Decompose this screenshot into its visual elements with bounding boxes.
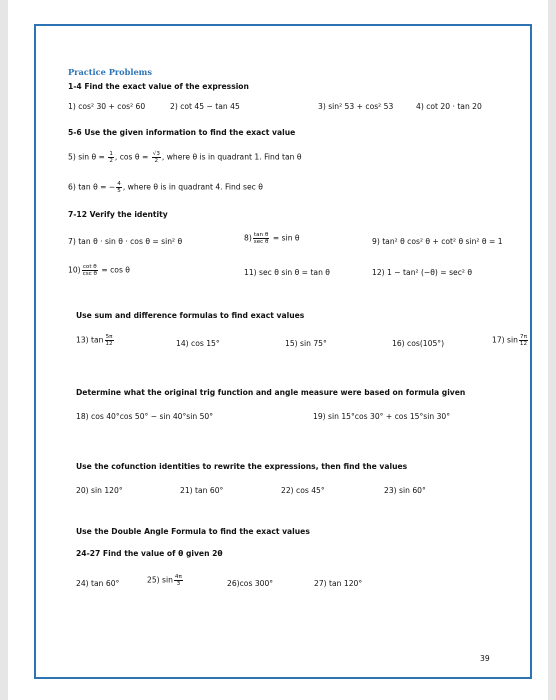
fraction-denominator: 2 [109, 158, 113, 164]
fraction-denominator: 5 [117, 188, 121, 194]
problem-10-text: = cos θ [101, 265, 130, 275]
problem-12: 12) 1 − tan² (−θ) = sec² θ [372, 268, 472, 277]
problem-5-text-a: 5) sin θ = [68, 152, 108, 162]
fraction-numerator: 1 [109, 151, 113, 157]
problem-3: 3) sin² 53 + cos² 53 [318, 102, 394, 111]
fraction [174, 574, 183, 587]
problem-18: 18) cos 40°cos 50° − sin 40°sin 50° [76, 412, 214, 421]
fraction-numerator: 7π [520, 334, 527, 340]
section-heading-8: 24-27 Find the value of θ given 2θ [76, 549, 223, 558]
problem-8-label: 8) [244, 233, 252, 243]
problem-2: 2) cot 45 − tan 45 [170, 102, 240, 111]
fraction [253, 232, 270, 245]
problem-16: 16) cos(105°) [392, 339, 445, 348]
fraction-denominator: 12 [519, 341, 528, 347]
problem-25 [147, 574, 184, 587]
problem-17 [492, 334, 529, 347]
fraction-denominator: sec θ [253, 239, 269, 245]
problem-4: 4) cot 20 · tan 20 [416, 102, 482, 111]
fraction-numerator: 4 [117, 181, 121, 187]
problem-8 [244, 232, 300, 245]
problem-20: 20) sin 120° [76, 486, 123, 495]
fraction-numerator: cot θ [82, 264, 97, 270]
problem-23: 23) sin 60° [384, 486, 426, 495]
fraction-numerator: 4π [174, 574, 182, 580]
fraction [108, 151, 114, 164]
page-number: 39 [480, 654, 490, 663]
problem-7: 7) tan θ · sin θ · cos θ = sin² θ [68, 237, 183, 246]
section-heading-2: 5-6 Use the given information to find the exact value [68, 128, 296, 137]
section-heading-6: Use the cofunction identities to rewrite the expressions, then find the values [76, 462, 408, 471]
problem-17-label: 17) sin [492, 335, 518, 345]
problem-21: 21) tan 60° [180, 486, 224, 495]
fraction [116, 181, 122, 194]
fraction [519, 334, 528, 347]
problem-13 [76, 334, 115, 347]
section-heading-7: Use the Double Angle Formula to find the exact values [76, 527, 310, 536]
problem-6-text-a: 6) tan θ = − [68, 182, 116, 192]
section-heading-1: 1-4 Find the exact value of the expression [68, 82, 249, 91]
problem-6-text-b: , where θ is in quadrant 4. Find sec θ [122, 182, 263, 192]
worksheet-page [8, 0, 548, 700]
problem-14: 14) cos 15° [176, 339, 220, 348]
section-heading-5: Determine what the original trig function and angle measure were based on formula given [76, 388, 466, 397]
section-heading-4: Use sum and difference formulas to find exact values [76, 311, 305, 320]
problem-26: 26)cos 300° [227, 579, 274, 588]
problem-5-text-c: , where θ is in quadrant 1. Find tan θ [161, 152, 302, 162]
problem-27: 27) tan 120° [314, 579, 363, 588]
problem-8-text: = sin θ [272, 233, 300, 243]
problem-5 [68, 151, 302, 164]
problem-10-label: 10) [68, 265, 81, 275]
fraction [104, 334, 113, 347]
problem-6 [68, 181, 263, 194]
fraction [82, 264, 98, 277]
problem-9: 9) tan² θ cos² θ + cot² θ sin² θ = 1 [372, 237, 503, 246]
fraction-denominator: 12 [105, 341, 113, 347]
fraction [152, 151, 161, 164]
fraction-denominator: 3 [176, 581, 181, 587]
problem-25-label: 25) sin [147, 575, 173, 585]
problem-11: 11) sec θ sin θ = tan θ [244, 268, 330, 277]
problem-5-text-b: , cos θ = [114, 152, 151, 162]
page-title: Practice Problems [68, 67, 152, 77]
problem-13-label: 13) tan [76, 335, 104, 345]
fraction-denominator: csc θ [82, 271, 97, 277]
fraction-numerator: 5π [105, 334, 113, 340]
problem-22: 22) cos 45° [281, 486, 325, 495]
problem-19: 19) sin 15°cos 30° + cos 15°sin 30° [313, 412, 451, 421]
problem-10 [68, 264, 130, 277]
section-heading-3: 7-12 Verify the identity [68, 210, 168, 219]
fraction-denominator: 2 [154, 158, 159, 164]
fraction-numerator: tan θ [253, 232, 269, 238]
problem-15: 15) sin 75° [285, 339, 327, 348]
problem-1: 1) cos² 30 + cos² 60 [68, 102, 146, 111]
fraction-numerator: √3 [152, 151, 160, 157]
problem-24: 24) tan 60° [76, 579, 120, 588]
